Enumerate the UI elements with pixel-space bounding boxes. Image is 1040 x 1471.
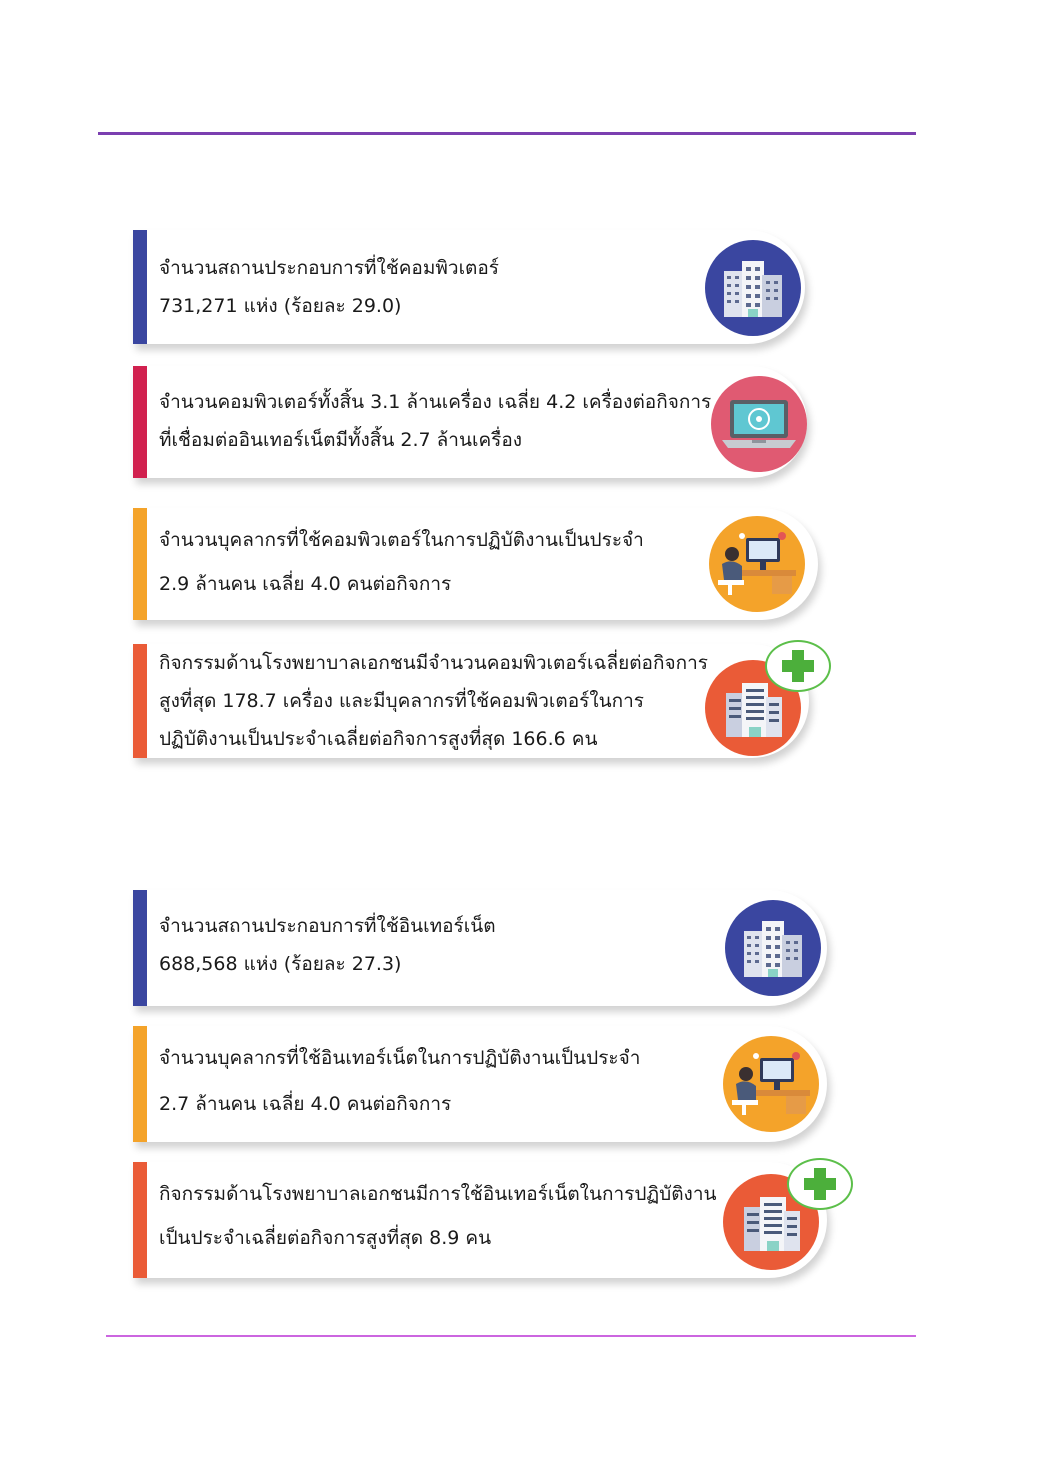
card-text <box>159 907 731 983</box>
accent-bar <box>133 1162 147 1278</box>
card-line: 2.9 ล้านคน เฉลี่ย 4.0 คนต่อกิจการ <box>159 573 452 595</box>
card-text <box>159 521 722 603</box>
office-building-icon <box>725 900 821 996</box>
medical-cross-icon <box>765 640 831 692</box>
top-divider <box>98 132 916 135</box>
card-line: จำนวนบุคลากรที่ใช้อินเทอร์เน็ตในการปฏิบัติงานเป็นประจำ <box>159 1047 641 1069</box>
accent-bar <box>133 230 147 344</box>
card-line: กิจกรรมด้านโรงพยาบาลเอกชนมีจำนวนคอมพิวเตอร์เฉลี่ยต่อกิจการ <box>159 652 708 674</box>
card-line: กิจกรรมด้านโรงพยาบาลเอกชนมีการใช้อินเทอร์เน็ตในการปฏิบัติงาน <box>159 1183 717 1205</box>
person-at-computer-icon <box>709 516 805 612</box>
person-at-computer-icon <box>723 1036 819 1132</box>
card-computer-staff <box>133 508 818 620</box>
card-text <box>159 1175 737 1257</box>
card-computer-establishments <box>133 230 805 344</box>
card-text <box>159 1039 731 1123</box>
card-text <box>159 383 727 459</box>
accent-bar <box>133 890 147 1006</box>
card-internet-staff <box>133 1026 827 1142</box>
card-line: เป็นประจำเฉลี่ยต่อกิจการสูงที่สุด 8.9 คน <box>159 1227 492 1249</box>
card-computer-count <box>133 366 807 478</box>
card-internet-establishments <box>133 890 827 1006</box>
card-text <box>159 644 723 758</box>
card-line: จำนวนสถานประกอบการที่ใช้อินเทอร์เน็ต <box>159 915 496 937</box>
card-private-hospital-computers <box>133 644 809 758</box>
card-text <box>159 249 709 325</box>
card-line: 2.7 ล้านคน เฉลี่ย 4.0 คนต่อกิจการ <box>159 1093 452 1115</box>
bottom-divider <box>106 1335 916 1337</box>
accent-bar <box>133 508 147 620</box>
card-line: 688,568 แห่ง (ร้อยละ 27.3) <box>159 953 402 975</box>
card-line: ปฏิบัติงานเป็นประจำเฉลี่ยต่อกิจการสูงที่สุด 166.6 คน <box>159 728 598 750</box>
office-building-icon <box>705 240 801 336</box>
card-line: จำนวนสถานประกอบการที่ใช้คอมพิวเตอร์ <box>159 257 500 279</box>
card-line: จำนวนบุคลากรที่ใช้คอมพิวเตอร์ในการปฏิบัติงานเป็นประจำ <box>159 529 644 551</box>
accent-bar <box>133 366 147 478</box>
accent-bar <box>133 644 147 758</box>
card-line: ที่เชื่อมต่ออินเทอร์เน็ตมีทั้งสิ้น 2.7 ล้านเครื่อง <box>159 429 523 451</box>
card-line: 731,271 แห่ง (ร้อยละ 29.0) <box>159 295 402 317</box>
card-private-hospital-internet <box>133 1162 827 1278</box>
card-line: จำนวนคอมพิวเตอร์ทั้งสิ้น 3.1 ล้านเครื่อง เฉลี่ย 4.2 เครื่องต่อกิจการ <box>159 391 712 413</box>
laptop-icon <box>711 376 807 472</box>
card-line: สูงที่สุด 178.7 เครื่อง และมีบุคลากรที่ใช้คอมพิวเตอร์ในการ <box>159 690 644 712</box>
medical-cross-icon <box>787 1158 853 1210</box>
accent-bar <box>133 1026 147 1142</box>
